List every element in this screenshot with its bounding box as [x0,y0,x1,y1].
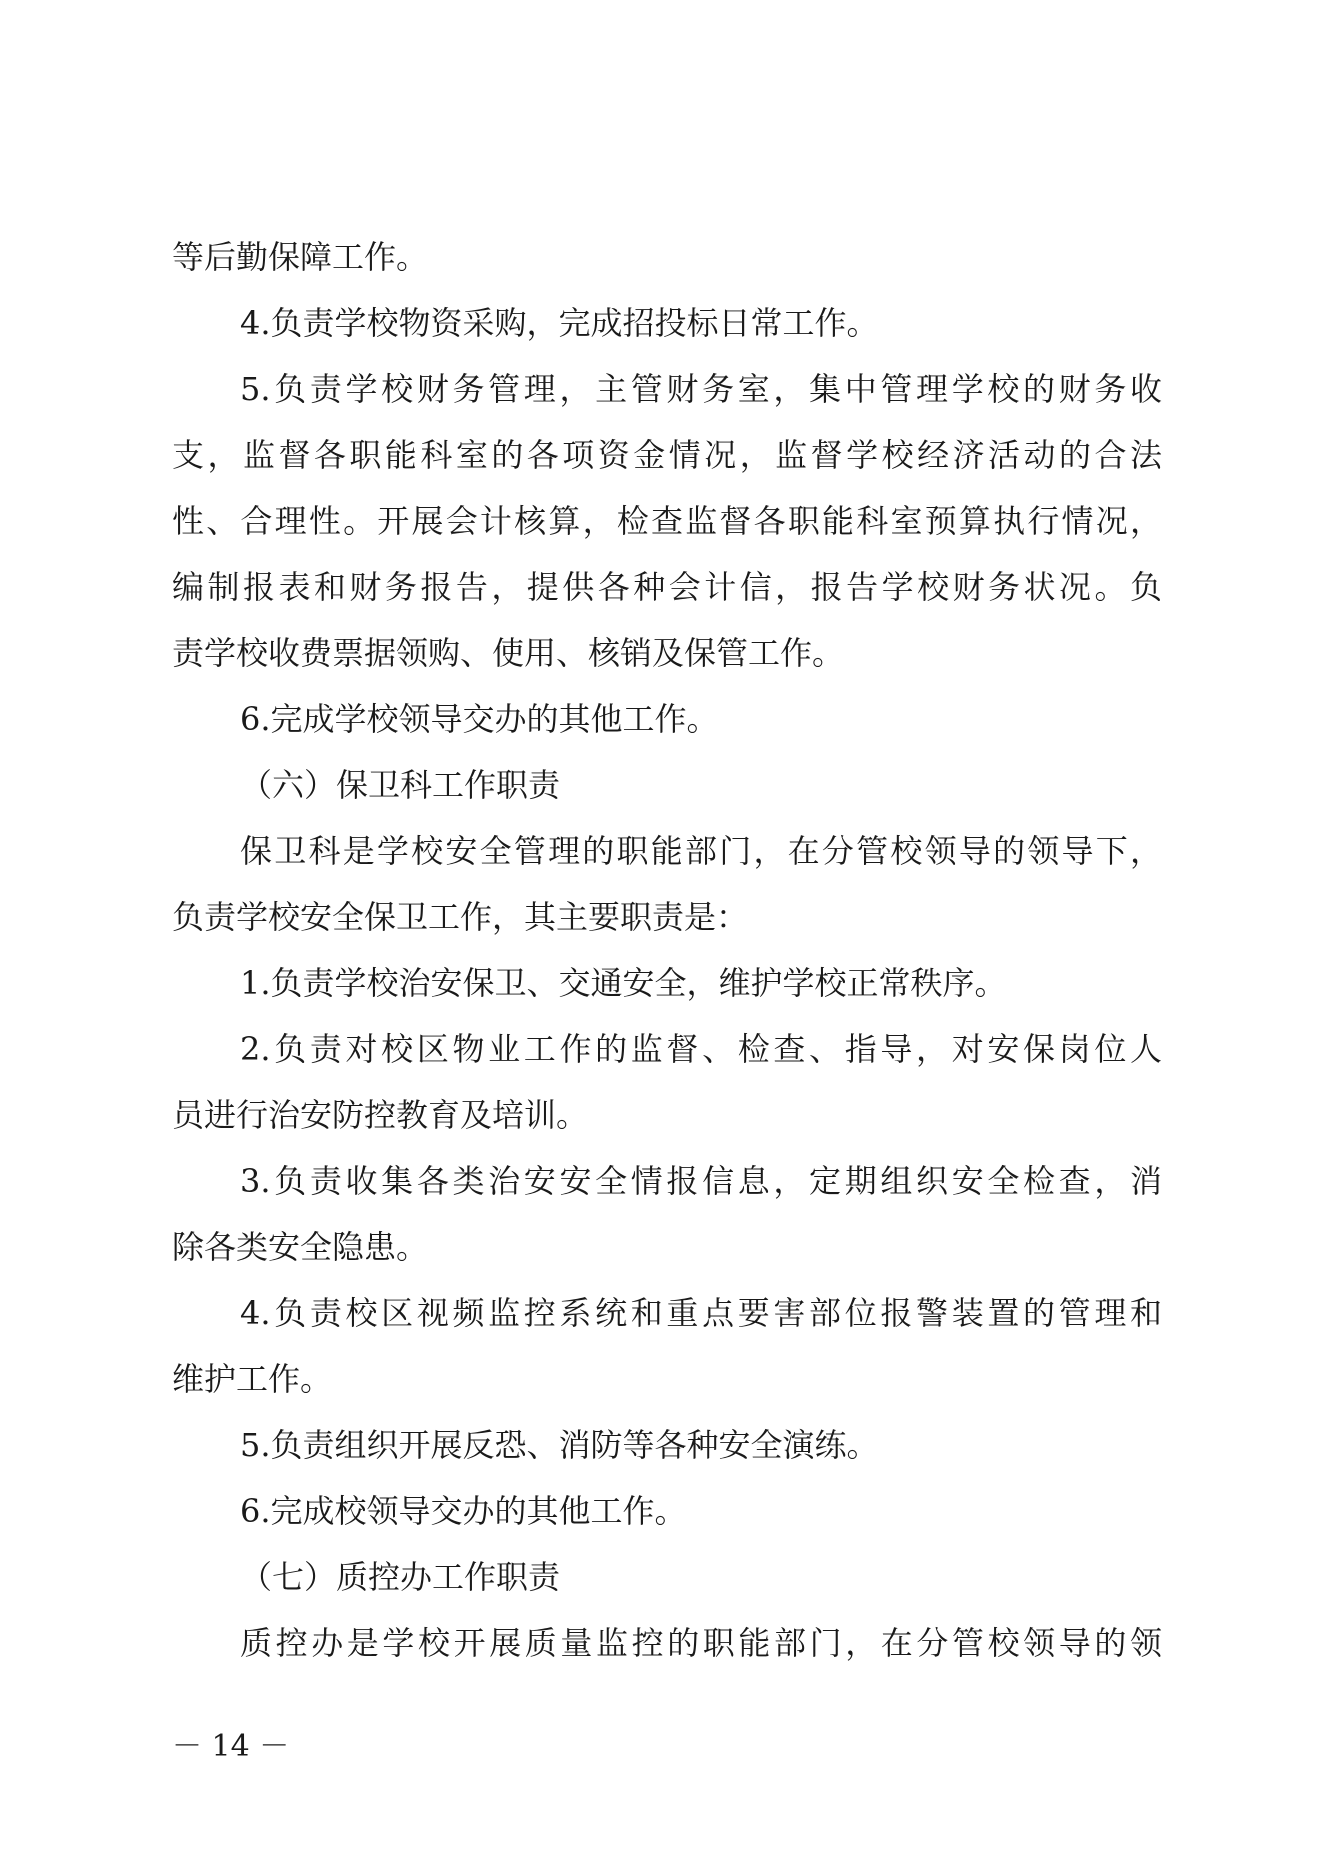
paragraph-line: 维护工作。 [172,1360,333,1398]
paragraph-line: 员进行治安防控教育及培训。 [172,1096,589,1134]
paragraph-line: 4.负责校区视频监控系统和重点要害部位报警装置的管理和 [240,1294,1162,1332]
paragraph-line: 1.负责学校治安保卫、交通安全，维护学校正常秩序。 [240,964,1007,1002]
section-heading: （六）保卫科工作职责 [240,766,561,804]
paragraph-line: 2.负责对校区物业工作的监督、检查、指导，对安保岗位人 [240,1030,1162,1068]
paragraph-line: 5.负责学校财务管理，主管财务室，集中管理学校的财务收 [240,370,1162,408]
document-body [172,224,1162,1676]
paragraph-line: 6.完成校领导交办的其他工作。 [240,1492,687,1530]
page-number: － 14 － [172,1729,290,1764]
paragraph-line: 负责学校安全保卫工作，其主要职责是： [172,898,749,936]
paragraph-line: 编制报表和财务报告，提供各种会计信，报告学校财务状况。负 [172,568,1162,606]
paragraph-line: 支，监督各职能科室的各项资金情况，监督学校经济活动的合法 [172,436,1162,474]
paragraph-line: 保卫科是学校安全管理的职能部门，在分管校领导的领导下， [240,832,1162,870]
paragraph-line: 等后勤保障工作。 [172,238,429,276]
section-heading: （七）质控办工作职责 [240,1558,561,1596]
paragraph-line: 6.完成学校领导交办的其他工作。 [240,700,719,738]
paragraph-line: 除各类安全隐患。 [172,1228,429,1266]
paragraph-line: 责学校收费票据领购、使用、核销及保管工作。 [172,634,845,672]
paragraph-line: 4.负责学校物资采购，完成招投标日常工作。 [240,304,879,342]
paragraph-line: 3.负责收集各类治安安全情报信息，定期组织安全检查，消 [240,1162,1162,1200]
paragraph-line: 5.负责组织开展反恐、消防等各种安全演练。 [240,1426,879,1464]
paragraph-line: 性、合理性。开展会计核算，检查监督各职能科室预算执行情况， [172,502,1162,540]
paragraph-line: 质控办是学校开展质量监控的职能部门，在分管校领导的领 [240,1624,1162,1662]
